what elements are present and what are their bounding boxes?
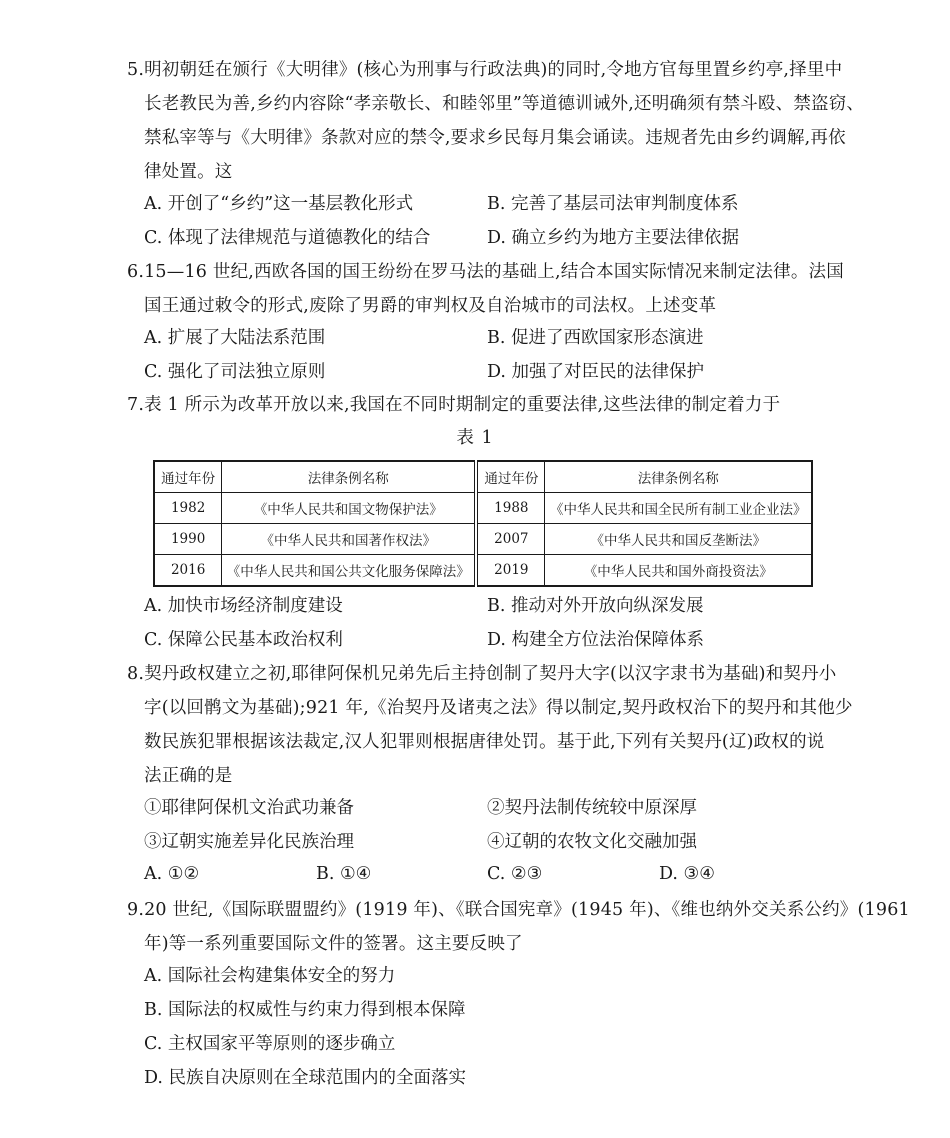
table-row [154, 555, 812, 587]
question-5-option-a[interactable]: A. 开创了“乡约”这一基层教化形式 [144, 194, 414, 214]
table-header-law-name: 法律条例名称 [222, 461, 476, 493]
table-cell-law-name: 《中华人民共和国外商投资法》 [545, 555, 812, 587]
question-5-line-2: 长老教民为善,乡约内容除“孝亲敬长、和睦邻里”等道德训诫外,还明确须有禁斗殴、禁盗窃、 [144, 94, 865, 114]
table-cell-year: 2007 [476, 524, 545, 555]
question-9-option-b[interactable]: B. 国际法的权威性与约束力得到根本保障 [144, 1000, 466, 1020]
question-8-option-a[interactable]: A. ①② [144, 864, 200, 884]
question-8-statement-3: ③辽朝实施差异化民族治理 [144, 832, 354, 852]
question-6-option-b[interactable]: B. 促进了西欧国家形态演进 [487, 328, 704, 348]
table-cell-year: 2016 [154, 555, 222, 587]
table-row [154, 493, 812, 524]
question-5-line-4: 律处置。这 [144, 162, 233, 182]
question-6-line-2: 国王通过敕令的形式,废除了男爵的审判权及自治城市的司法权。上述变革 [144, 296, 717, 316]
question-9-option-c[interactable]: C. 主权国家平等原则的逐步确立 [144, 1034, 396, 1054]
question-6-option-c[interactable]: C. 强化了司法独立原则 [144, 362, 326, 382]
table-cell-law-name: 《中华人民共和国公共文化服务保障法》 [222, 555, 476, 587]
question-5-option-b[interactable]: B. 完善了基层司法审判制度体系 [487, 194, 739, 214]
question-7-option-c[interactable]: C. 保障公民基本政治权利 [144, 630, 343, 650]
question-8-line-4: 法正确的是 [144, 766, 233, 786]
table-header-year: 通过年份 [476, 461, 545, 493]
question-5-option-c[interactable]: C. 体现了法律规范与道德教化的结合 [144, 228, 431, 248]
question-9-line-1: 9.20 世纪,《国际联盟盟约》(1919 年)、《联合国宪章》(1945 年)、《维也纳外交关系公约》(1961 [127, 900, 910, 920]
question-5-option-d[interactable]: D. 确立乡约为地方主要法律依据 [487, 228, 740, 248]
question-9-option-a[interactable]: A. 国际社会构建集体安全的努力 [144, 966, 396, 986]
question-5-line-1: 5.明初朝廷在颁行《大明律》(核心为刑事与行政法典)的同时,令地方官每里置乡约亭,择里中 [127, 60, 843, 80]
question-8-statement-1: ①耶律阿保机文治武功兼备 [144, 798, 354, 818]
table-caption: 表 1 [456, 428, 494, 448]
table-cell-year: 2019 [476, 555, 545, 587]
question-8-option-b[interactable]: B. ①④ [316, 864, 372, 884]
question-8-line-3: 数民族犯罪根据该法裁定,汉人犯罪则根据唐律处罚。基于此,下列有关契丹(辽)政权的说 [144, 732, 825, 752]
table-cell-law-name: 《中华人民共和国全民所有制工业企业法》 [545, 493, 812, 524]
question-8-statement-4: ④辽朝的农牧文化交融加强 [487, 832, 697, 852]
question-7-line-1: 7.表 1 所示为改革开放以来,我国在不同时期制定的重要法律,这些法律的制定着力于 [127, 395, 781, 415]
table-cell-year: 1982 [154, 493, 222, 524]
table-header-year: 通过年份 [154, 461, 222, 493]
question-7-option-b[interactable]: B. 推动对外开放向纵深发展 [487, 596, 704, 616]
table-header-row [154, 461, 812, 493]
table-cell-law-name: 《中华人民共和国反垄断法》 [545, 524, 812, 555]
table-cell-law-name: 《中华人民共和国文物保护法》 [222, 493, 476, 524]
question-8-line-1: 8.契丹政权建立之初,耶律阿保机兄弟先后主持创制了契丹大字(以汉字隶书为基础)和契丹小 [127, 664, 837, 684]
question-6-line-1: 6.15—16 世纪,西欧各国的国王纷纷在罗马法的基础上,结合本国实际情况来制定法律。法国 [127, 262, 844, 282]
table-header-law-name: 法律条例名称 [545, 461, 812, 493]
question-8-line-2: 字(以回鹘文为基础);921 年,《治契丹及诸夷之法》得以制定,契丹政权治下的契丹和其他少 [144, 698, 853, 718]
question-8-option-d[interactable]: D. ③④ [659, 864, 715, 884]
question-7-option-a[interactable]: A. 加快市场经济制度建设 [144, 596, 343, 616]
question-6-option-d[interactable]: D. 加强了对臣民的法律保护 [487, 362, 705, 382]
question-6-option-a[interactable]: A. 扩展了大陆法系范围 [144, 328, 326, 348]
question-8-statement-2: ②契丹法制传统较中原深厚 [487, 798, 697, 818]
question-5-line-3: 禁私宰等与《大明律》条款对应的禁令,要求乡民每月集会诵读。违规者先由乡约调解,再依 [144, 128, 846, 148]
question-9-option-d[interactable]: D. 民族自决原则在全球范围内的全面落实 [144, 1068, 467, 1088]
law-table [153, 460, 813, 587]
question-8-option-c[interactable]: C. ②③ [487, 864, 543, 884]
table-cell-year: 1988 [476, 493, 545, 524]
question-9-line-2: 年)等一系列重要国际文件的签署。这主要反映了 [144, 934, 523, 954]
table-cell-law-name: 《中华人民共和国著作权法》 [222, 524, 476, 555]
question-7-option-d[interactable]: D. 构建全方位法治保障体系 [487, 630, 705, 650]
table-row [154, 524, 812, 555]
table-cell-year: 1990 [154, 524, 222, 555]
